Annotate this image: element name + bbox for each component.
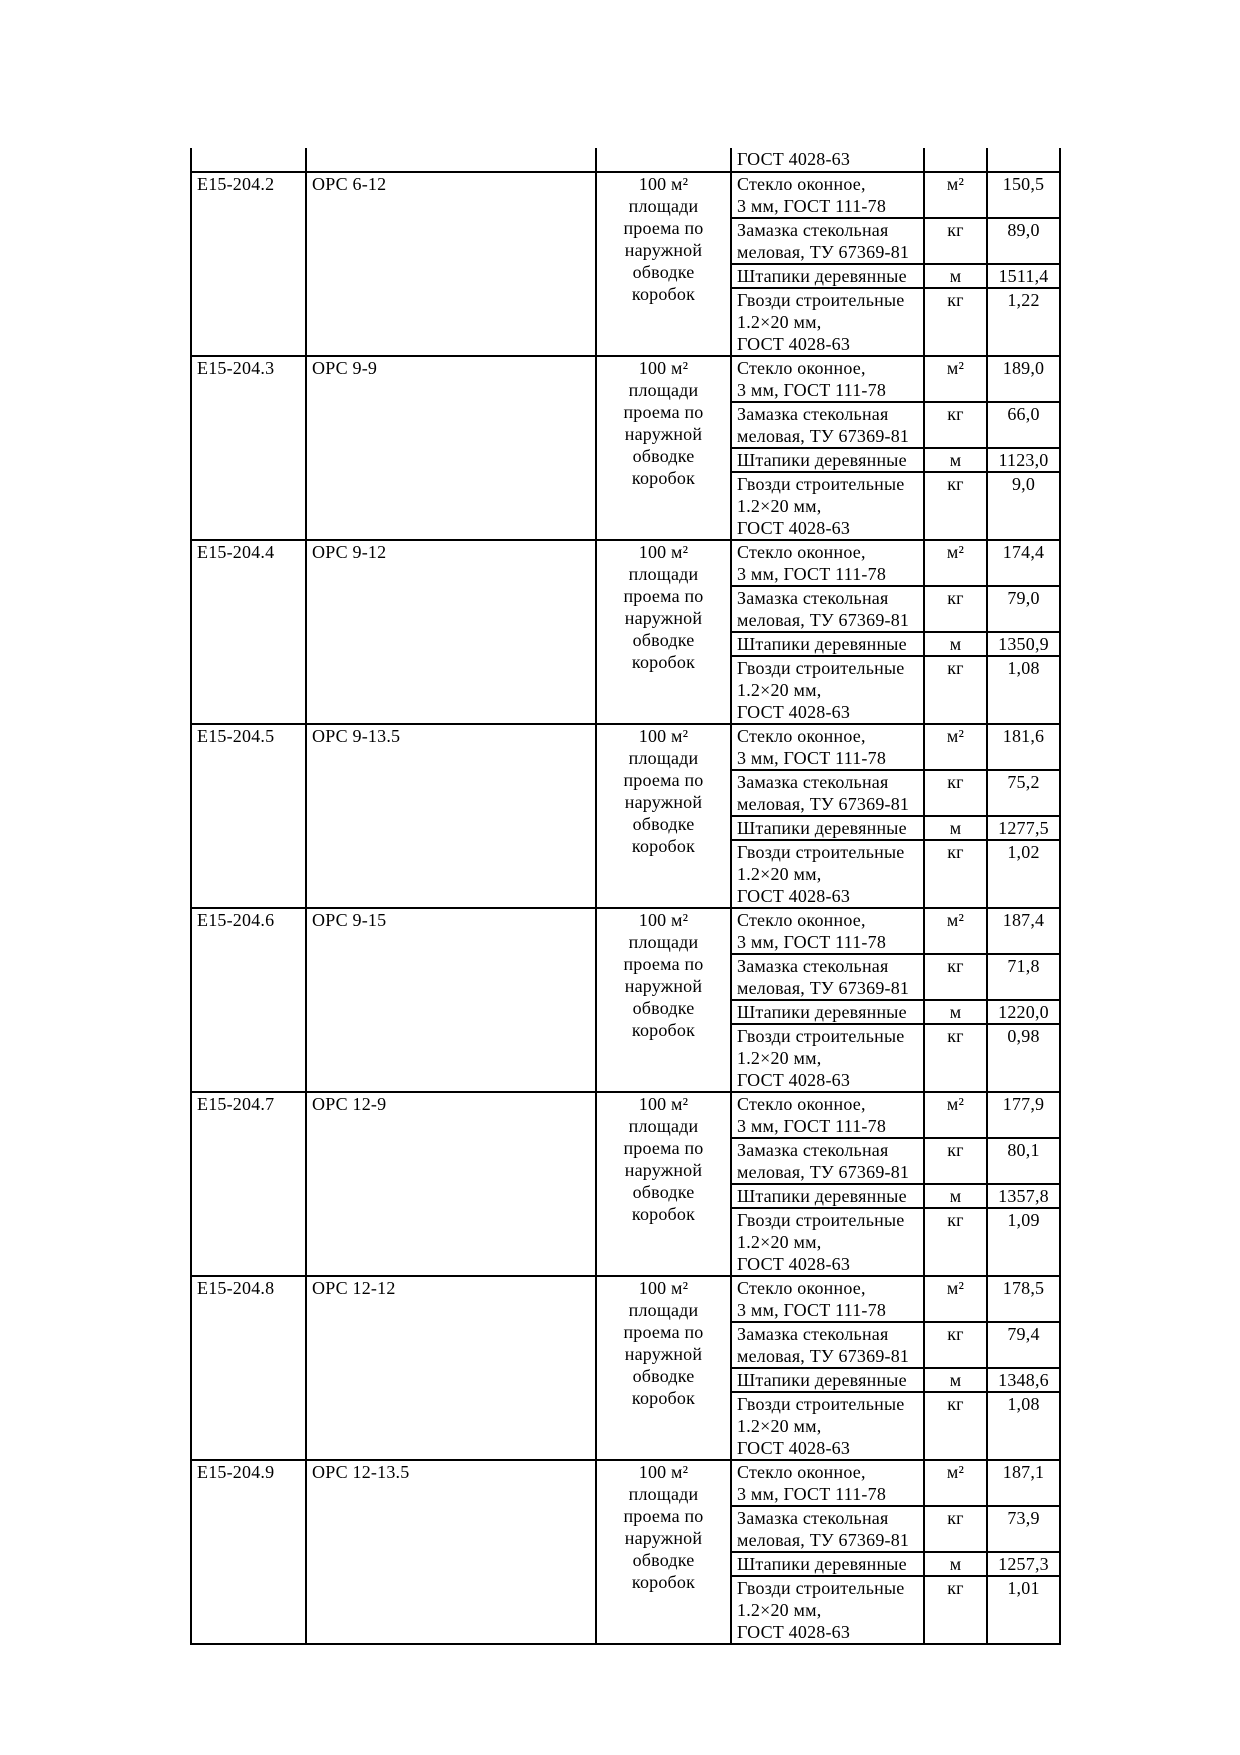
- text-line: Штапики деревянные: [737, 634, 907, 654]
- text-line: 100 м²: [638, 542, 689, 562]
- text-line: меловая, ТУ 67369-81: [737, 426, 910, 446]
- material-cell: [731, 586, 924, 632]
- unit-cell: м²: [924, 908, 987, 954]
- text-line: ГОСТ 4028-63: [737, 886, 851, 906]
- text-line: 100 м²: [638, 1094, 689, 1114]
- text-line: 1.2×20 мм,: [737, 1416, 822, 1436]
- name-cell: ОРС 6-12: [306, 172, 596, 356]
- text-line: меловая, ТУ 67369-81: [737, 610, 910, 630]
- quantity-cell: 1257,3: [987, 1552, 1060, 1576]
- unit-cell: м: [924, 816, 987, 840]
- quantity-cell: [987, 148, 1060, 172]
- unit-measure-cell: [596, 148, 731, 172]
- quantity-cell: 174,4: [987, 540, 1060, 586]
- material-cell: ГОСТ 4028-63: [731, 148, 924, 172]
- unit-cell: м²: [924, 1092, 987, 1138]
- text-line: Штапики деревянные: [737, 1554, 907, 1574]
- code-cell: Е15-204.4: [191, 540, 306, 724]
- text-line: 1.2×20 мм,: [737, 496, 822, 516]
- text-line: площади: [628, 748, 699, 768]
- text-line: Стекло оконное,: [737, 1278, 866, 1298]
- unit-cell: м: [924, 1552, 987, 1576]
- text-line: 3 мм, ГОСТ 111-78: [737, 748, 887, 768]
- text-line: проема по: [623, 218, 704, 238]
- text-line: ГОСТ 4028-63: [737, 1438, 851, 1458]
- unit-cell: [924, 148, 987, 172]
- continuation-row: [191, 148, 1060, 172]
- quantity-cell: 1277,5: [987, 816, 1060, 840]
- quantity-cell: 187,4: [987, 908, 1060, 954]
- text-line: коробок: [631, 1388, 696, 1408]
- material-cell: [731, 908, 924, 954]
- unit-cell: м²: [924, 1460, 987, 1506]
- unit-cell: м: [924, 264, 987, 288]
- text-line: площади: [628, 1484, 699, 1504]
- quantity-cell: 187,1: [987, 1460, 1060, 1506]
- text-line: Гвозди строительные: [737, 1026, 905, 1046]
- text-line: Замазка стекольная: [737, 1140, 889, 1160]
- unit-cell: кг: [924, 288, 987, 356]
- material-row: [191, 356, 1060, 402]
- material-cell: [731, 1506, 924, 1552]
- text-line: 3 мм, ГОСТ 111-78: [737, 932, 887, 952]
- unit-cell: м: [924, 1000, 987, 1024]
- material-cell: [731, 1576, 924, 1644]
- text-line: наружной: [624, 792, 703, 812]
- text-line: коробок: [631, 468, 696, 488]
- text-line: проема по: [623, 770, 704, 790]
- unit-cell: кг: [924, 840, 987, 908]
- material-cell: [731, 1322, 924, 1368]
- text-line: Гвозди строительные: [737, 474, 905, 494]
- text-line: площади: [628, 564, 699, 584]
- text-line: 3 мм, ГОСТ 111-78: [737, 1116, 887, 1136]
- unit-measure-cell: [596, 356, 731, 540]
- text-line: 1.2×20 мм,: [737, 312, 822, 332]
- text-line: коробок: [631, 1020, 696, 1040]
- quantity-cell: 79,0: [987, 586, 1060, 632]
- text-line: коробок: [631, 652, 696, 672]
- quantity-cell: 1,09: [987, 1208, 1060, 1276]
- unit-cell: м²: [924, 356, 987, 402]
- unit-cell: м²: [924, 1276, 987, 1322]
- name-cell: ОРС 9-12: [306, 540, 596, 724]
- material-cell: [731, 770, 924, 816]
- unit-cell: кг: [924, 1208, 987, 1276]
- text-line: Стекло оконное,: [737, 358, 866, 378]
- material-cell: [731, 816, 924, 840]
- quantity-cell: 1350,9: [987, 632, 1060, 656]
- text-line: 1.2×20 мм,: [737, 1600, 822, 1620]
- material-cell: [731, 1552, 924, 1576]
- text-line: наружной: [624, 1160, 703, 1180]
- text-line: 1.2×20 мм,: [737, 864, 822, 884]
- text-line: наружной: [624, 1344, 703, 1364]
- text-line: наружной: [624, 424, 703, 444]
- quantity-cell: 80,1: [987, 1138, 1060, 1184]
- material-cell: [731, 632, 924, 656]
- material-cell: [731, 954, 924, 1000]
- material-cell: [731, 840, 924, 908]
- text-line: проема по: [623, 402, 704, 422]
- name-cell: ОРС 12-12: [306, 1276, 596, 1460]
- text-line: обводке: [632, 262, 695, 282]
- text-line: Штапики деревянные: [737, 266, 907, 286]
- material-cell: [731, 1000, 924, 1024]
- name-cell: ОРС 9-9: [306, 356, 596, 540]
- name-cell: ОРС 12-9: [306, 1092, 596, 1276]
- quantity-cell: 1348,6: [987, 1368, 1060, 1392]
- text-line: 100 м²: [638, 1462, 689, 1482]
- unit-cell: м²: [924, 540, 987, 586]
- quantity-cell: 9,0: [987, 472, 1060, 540]
- text-line: ГОСТ 4028-63: [737, 702, 851, 722]
- unit-measure-cell: [596, 540, 731, 724]
- text-line: Замазка стекольная: [737, 220, 889, 240]
- quantity-cell: 89,0: [987, 218, 1060, 264]
- text-line: ГОСТ 4028-63: [737, 334, 851, 354]
- text-line: меловая, ТУ 67369-81: [737, 1530, 910, 1550]
- unit-cell: кг: [924, 1506, 987, 1552]
- code-cell: Е15-204.5: [191, 724, 306, 908]
- text-line: проема по: [623, 954, 704, 974]
- material-cell: [731, 402, 924, 448]
- material-cell: [731, 1368, 924, 1392]
- text-line: меловая, ТУ 67369-81: [737, 242, 910, 262]
- quantity-cell: 1,08: [987, 1392, 1060, 1460]
- unit-cell: кг: [924, 218, 987, 264]
- quantity-cell: 1357,8: [987, 1184, 1060, 1208]
- unit-measure-cell: [596, 1276, 731, 1460]
- text-line: наружной: [624, 608, 703, 628]
- unit-cell: кг: [924, 586, 987, 632]
- unit-cell: кг: [924, 1024, 987, 1092]
- text-line: Штапики деревянные: [737, 450, 907, 470]
- unit-measure-cell: [596, 724, 731, 908]
- text-line: 3 мм, ГОСТ 111-78: [737, 196, 887, 216]
- code-cell: Е15-204.8: [191, 1276, 306, 1460]
- text-line: Замазка стекольная: [737, 956, 889, 976]
- unit-cell: кг: [924, 472, 987, 540]
- quantity-cell: 178,5: [987, 1276, 1060, 1322]
- material-row: [191, 724, 1060, 770]
- text-line: Стекло оконное,: [737, 1462, 866, 1482]
- text-line: ГОСТ 4028-63: [737, 1254, 851, 1274]
- material-row: [191, 540, 1060, 586]
- quantity-cell: 75,2: [987, 770, 1060, 816]
- material-row: [191, 172, 1060, 218]
- material-cell: [731, 1024, 924, 1092]
- text-line: наружной: [624, 976, 703, 996]
- quantity-cell: 1,22: [987, 288, 1060, 356]
- text-line: 100 м²: [638, 1278, 689, 1298]
- text-line: 100 м²: [638, 174, 689, 194]
- text-line: коробок: [631, 284, 696, 304]
- quantity-cell: 71,8: [987, 954, 1060, 1000]
- material-cell: [731, 218, 924, 264]
- quantity-cell: 1123,0: [987, 448, 1060, 472]
- material-cell: [731, 1460, 924, 1506]
- code-cell: Е15-204.2: [191, 172, 306, 356]
- material-cell: [731, 172, 924, 218]
- code-cell: Е15-204.6: [191, 908, 306, 1092]
- text-line: обводке: [632, 998, 695, 1018]
- text-line: Гвозди строительные: [737, 290, 905, 310]
- text-line: Штапики деревянные: [737, 818, 907, 838]
- text-line: 1.2×20 мм,: [737, 1232, 822, 1252]
- text-line: Замазка стекольная: [737, 772, 889, 792]
- unit-cell: кг: [924, 402, 987, 448]
- quantity-cell: 1,01: [987, 1576, 1060, 1644]
- name-cell: ОРС 12-13.5: [306, 1460, 596, 1644]
- text-line: меловая, ТУ 67369-81: [737, 1162, 910, 1182]
- quantity-cell: 0,98: [987, 1024, 1060, 1092]
- text-line: обводке: [632, 814, 695, 834]
- quantity-cell: 150,5: [987, 172, 1060, 218]
- text-line: обводке: [632, 446, 695, 466]
- name-cell: ОРС 9-15: [306, 908, 596, 1092]
- text-line: ГОСТ 4028-63: [737, 1622, 851, 1642]
- text-line: коробок: [631, 1572, 696, 1592]
- text-line: 3 мм, ГОСТ 111-78: [737, 1300, 887, 1320]
- material-cell: [731, 1392, 924, 1460]
- unit-cell: м: [924, 632, 987, 656]
- text-line: площади: [628, 1116, 699, 1136]
- text-line: площади: [628, 380, 699, 400]
- unit-cell: м²: [924, 724, 987, 770]
- text-line: обводке: [632, 1550, 695, 1570]
- unit-cell: кг: [924, 1138, 987, 1184]
- material-row: [191, 1460, 1060, 1506]
- text-line: обводке: [632, 630, 695, 650]
- text-line: Штапики деревянные: [737, 1186, 907, 1206]
- text-line: проема по: [623, 1138, 704, 1158]
- name-cell: [306, 148, 596, 172]
- text-line: площади: [628, 932, 699, 952]
- quantity-cell: 1,02: [987, 840, 1060, 908]
- text-line: наружной: [624, 240, 703, 260]
- material-cell: [731, 724, 924, 770]
- material-cell: [731, 1138, 924, 1184]
- material-cell: [731, 472, 924, 540]
- unit-measure-cell: [596, 1092, 731, 1276]
- quantity-cell: 66,0: [987, 402, 1060, 448]
- quantity-cell: 1,08: [987, 656, 1060, 724]
- material-cell: [731, 356, 924, 402]
- text-line: Стекло оконное,: [737, 726, 866, 746]
- text-line: Гвозди строительные: [737, 658, 905, 678]
- text-line: Гвозди строительные: [737, 1394, 905, 1414]
- text-line: Гвозди строительные: [737, 1210, 905, 1230]
- quantity-cell: 181,6: [987, 724, 1060, 770]
- text-line: ГОСТ 4028-63: [737, 1070, 851, 1090]
- text-line: 1.2×20 мм,: [737, 1048, 822, 1068]
- text-line: 1.2×20 мм,: [737, 680, 822, 700]
- text-line: 100 м²: [638, 910, 689, 930]
- text-line: меловая, ТУ 67369-81: [737, 794, 910, 814]
- text-line: Штапики деревянные: [737, 1370, 907, 1390]
- unit-cell: м: [924, 1368, 987, 1392]
- text-line: 100 м²: [638, 726, 689, 746]
- code-cell: [191, 148, 306, 172]
- unit-cell: кг: [924, 1576, 987, 1644]
- quantity-cell: 73,9: [987, 1506, 1060, 1552]
- unit-measure-cell: [596, 1460, 731, 1644]
- text-line: проема по: [623, 1506, 704, 1526]
- text-line: 3 мм, ГОСТ 111-78: [737, 380, 887, 400]
- text-line: проема по: [623, 1322, 704, 1342]
- text-line: 3 мм, ГОСТ 111-78: [737, 564, 887, 584]
- quantity-cell: 1220,0: [987, 1000, 1060, 1024]
- text-line: площади: [628, 196, 699, 216]
- unit-cell: кг: [924, 1392, 987, 1460]
- text-line: ГОСТ 4028-63: [737, 518, 851, 538]
- text-line: Стекло оконное,: [737, 174, 866, 194]
- code-cell: Е15-204.3: [191, 356, 306, 540]
- material-cell: [731, 540, 924, 586]
- unit-cell: м²: [924, 172, 987, 218]
- material-cell: [731, 1092, 924, 1138]
- text-line: наружной: [624, 1528, 703, 1548]
- code-cell: Е15-204.7: [191, 1092, 306, 1276]
- unit-measure-cell: [596, 172, 731, 356]
- material-row: [191, 1092, 1060, 1138]
- materials-norms-table: [190, 148, 1061, 1645]
- text-line: проема по: [623, 586, 704, 606]
- text-line: Замазка стекольная: [737, 404, 889, 424]
- text-line: Гвозди строительные: [737, 842, 905, 862]
- text-line: Гвозди строительные: [737, 1578, 905, 1598]
- text-line: Замазка стекольная: [737, 588, 889, 608]
- text-line: Штапики деревянные: [737, 1002, 907, 1022]
- text-line: Стекло оконное,: [737, 1094, 866, 1114]
- quantity-cell: 79,4: [987, 1322, 1060, 1368]
- text-line: Стекло оконное,: [737, 910, 866, 930]
- text-line: Замазка стекольная: [737, 1508, 889, 1528]
- quantity-cell: 189,0: [987, 356, 1060, 402]
- name-cell: ОРС 9-13.5: [306, 724, 596, 908]
- unit-cell: кг: [924, 954, 987, 1000]
- text-line: меловая, ТУ 67369-81: [737, 1346, 910, 1366]
- text-line: коробок: [631, 836, 696, 856]
- material-cell: [731, 656, 924, 724]
- text-line: площади: [628, 1300, 699, 1320]
- material-cell: [731, 264, 924, 288]
- material-cell: [731, 1208, 924, 1276]
- unit-cell: м: [924, 448, 987, 472]
- material-cell: [731, 1184, 924, 1208]
- code-cell: Е15-204.9: [191, 1460, 306, 1644]
- unit-cell: кг: [924, 1322, 987, 1368]
- material-row: [191, 1276, 1060, 1322]
- text-line: обводке: [632, 1366, 695, 1386]
- text-line: коробок: [631, 1204, 696, 1224]
- text-line: Замазка стекольная: [737, 1324, 889, 1344]
- unit-cell: кг: [924, 770, 987, 816]
- text-line: 100 м²: [638, 358, 689, 378]
- material-cell: [731, 448, 924, 472]
- text-line: 3 мм, ГОСТ 111-78: [737, 1484, 887, 1504]
- material-row: [191, 908, 1060, 954]
- text-line: обводке: [632, 1182, 695, 1202]
- unit-cell: кг: [924, 656, 987, 724]
- text-line: Стекло оконное,: [737, 542, 866, 562]
- material-cell: [731, 288, 924, 356]
- quantity-cell: 1511,4: [987, 264, 1060, 288]
- quantity-cell: 177,9: [987, 1092, 1060, 1138]
- material-cell: [731, 1276, 924, 1322]
- unit-cell: м: [924, 1184, 987, 1208]
- text-line: меловая, ТУ 67369-81: [737, 978, 910, 998]
- unit-measure-cell: [596, 908, 731, 1092]
